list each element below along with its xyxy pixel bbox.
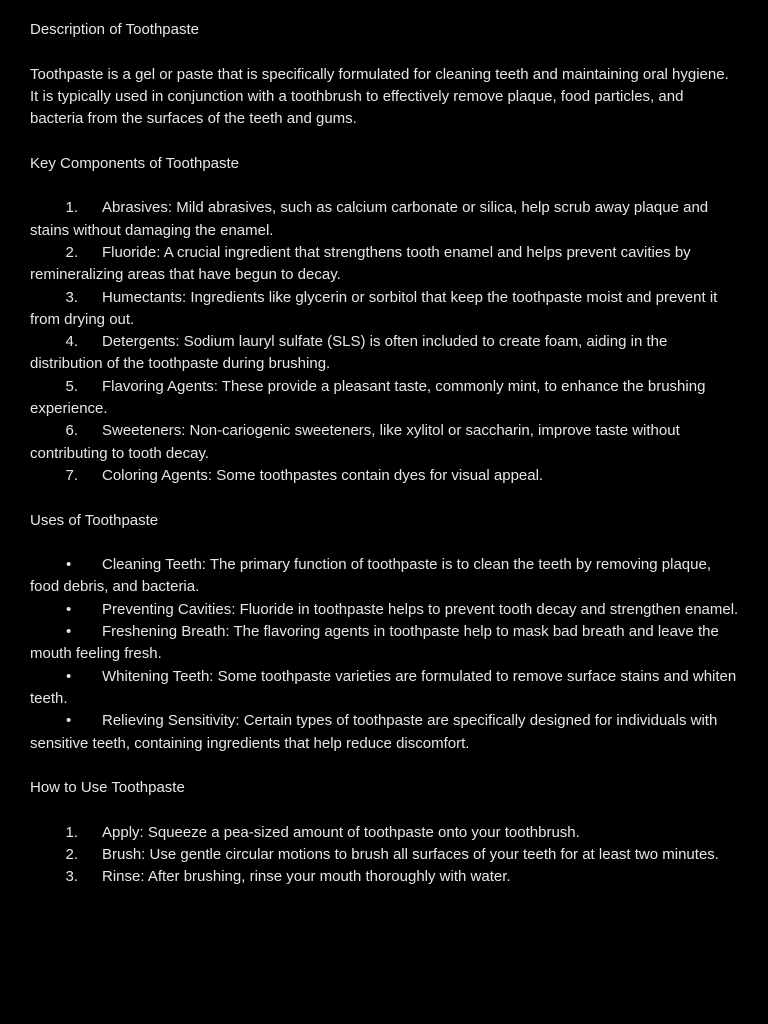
list-number: 6.: [65, 422, 78, 440]
uses-list: [30, 554, 740, 755]
list-item-text: Abrasives: Mild abrasives, such as calcium carbonate or silica, help scrub away plaque and stains without damaging the enamel.: [30, 199, 709, 239]
list-item-text: Whitening Teeth: Some toothpaste varieties are formulated to remove surface stains and whiten teeth.: [30, 667, 737, 707]
list-number: 2.: [65, 243, 78, 261]
list-item: [30, 710, 740, 755]
uses-heading: Uses of Toothpaste: [30, 511, 159, 529]
list-item: [30, 599, 740, 621]
list-item: [30, 554, 740, 599]
list-item: [30, 866, 740, 888]
list-item: [30, 465, 740, 487]
list-item-text: Apply: Squeeze a pea-sized amount of toothpaste onto your toothbrush.: [102, 823, 580, 841]
list-number: 2.: [65, 845, 78, 863]
list-number: 1.: [65, 823, 78, 841]
document-title: Description of Toothpaste: [30, 21, 199, 38]
list-item-text: Cleaning Teeth: The primary function of toothpaste is to clean the teeth by removing plaque, food debris, and bacteria.: [30, 556, 711, 596]
intro-paragraph: Toothpaste is a gel or paste that is specifically formulated for cleaning teeth and maintaining oral hygiene. It is typically used in conjunction with a toothbrush to effectively remove plaque, food particles, and bacteria from the surfaces of the teeth and gums.: [30, 65, 729, 128]
list-item: [30, 242, 740, 287]
list-number: 4.: [65, 333, 78, 351]
list-item: [30, 420, 740, 465]
list-item-text: Detergents: Sodium lauryl sulfate (SLS) is often included to create foam, aiding in the distribution of the toothpaste during brushing.: [30, 333, 668, 373]
list-item: [30, 621, 740, 666]
spacer: [30, 799, 740, 821]
components-list: [30, 197, 740, 487]
components-heading: Key Components of Toothpaste: [30, 154, 240, 172]
list-item-text: Relieving Sensitivity: Certain types of toothpaste are specifically designed for individuals with sensitive teeth, containing ingredients that help reduce discomfort.: [30, 712, 718, 752]
list-item-text: Rinse: After brushing, rinse your mouth thoroughly with water.: [102, 868, 511, 886]
list-item: [30, 844, 740, 866]
list-item-text: Fluoride: A crucial ingredient that strengthens tooth enamel and helps prevent cavities by remineralizing areas that have begun to decay.: [30, 243, 691, 284]
list-number: 1.: [65, 199, 78, 217]
list-item: [30, 197, 740, 242]
list-item: [30, 822, 740, 844]
list-number: 3.: [65, 868, 78, 886]
list-item-text: Flavoring Agents: These provide a pleasant taste, commonly mint, to enhance the brushing experience.: [30, 377, 706, 418]
bullet-icon: •: [66, 623, 72, 641]
list-item-text: Sweeteners: Non-cariogenic sweeteners, like xylitol or saccharin, improve taste without contributing to tooth decay.: [30, 422, 680, 462]
howto-list: [30, 822, 740, 889]
howto-heading: How to Use Toothpaste: [30, 779, 185, 797]
list-item-text: Coloring Agents: Some toothpastes contain dyes for visual appeal.: [102, 466, 544, 484]
spacer: [30, 487, 740, 509]
list-item-text: Freshening Breath: The flavoring agents in toothpaste help to mask bad breath and leave the mouth feeling fresh.: [30, 623, 719, 663]
list-item: [30, 376, 740, 421]
spacer: [30, 130, 740, 152]
document-body: [30, 19, 740, 889]
list-item: [30, 331, 740, 376]
bullet-icon: •: [66, 667, 72, 685]
bullet-icon: •: [66, 600, 72, 618]
list-number: 7.: [65, 466, 78, 484]
list-item-text: Brush: Use gentle circular motions to brush all surfaces of your teeth for at least two minutes.: [102, 845, 719, 863]
list-item: [30, 287, 740, 332]
list-item-text: Humectants: Ingredients like glycerin or sorbitol that keep the toothpaste moist and prevent it from drying out.: [30, 288, 718, 328]
spacer: [30, 175, 740, 197]
list-number: 5.: [65, 377, 78, 395]
bullet-icon: •: [66, 712, 72, 730]
list-item: [30, 666, 740, 711]
spacer: [30, 532, 740, 554]
list-item-text: Preventing Cavities: Fluoride in toothpaste helps to prevent tooth decay and strengthen enamel.: [102, 600, 739, 618]
list-number: 3.: [65, 288, 78, 306]
spacer: [30, 755, 740, 777]
spacer: [30, 41, 740, 63]
bullet-icon: •: [66, 556, 72, 574]
